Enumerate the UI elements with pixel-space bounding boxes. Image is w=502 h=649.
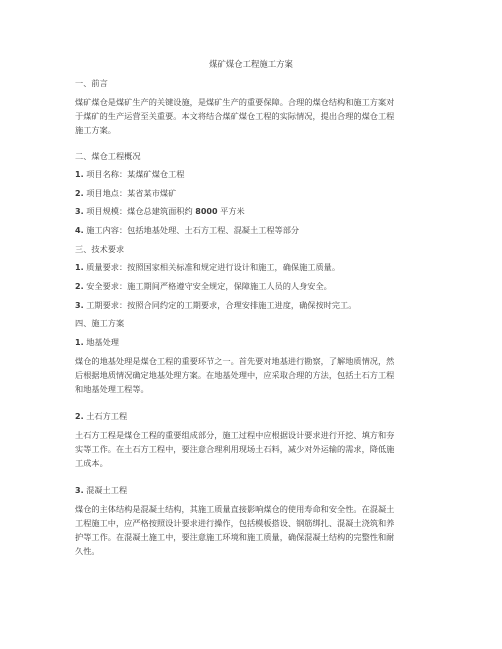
paragraph-line: 后根据地质情况确定地基处理方案。在地基处理中，应采取合理的方法，包括土石方工程 — [75, 370, 395, 380]
list-item — [75, 169, 184, 180]
list-number: 3. — [75, 301, 84, 310]
list-number: 2. — [75, 189, 84, 198]
area-value: 8000 — [195, 207, 218, 216]
paragraph-line: 工程施工中，应严格按照设计要求进行操作，包括模板搭设、钢筋绑扎、混凝土浇筑和养 — [75, 518, 395, 528]
paragraph-line: 工成本。 — [75, 458, 108, 468]
subsection-heading — [75, 411, 127, 422]
paragraph-line: 实等工作。在土石方工程中，要注意合理利用现场土石料，减少对外运输的需求，降低施 — [75, 444, 395, 454]
subsection-heading — [75, 485, 127, 496]
section-heading-plan: 四、施工方案 — [75, 318, 125, 328]
list-text: 施工内容：包括地基处理、土石方工程、混凝土工程等部分 — [83, 225, 300, 235]
document-title: 煤矿煤仓工程施工方案 — [209, 59, 293, 69]
list-item — [75, 300, 356, 311]
list-number: 2. — [75, 412, 84, 421]
subsection-title: 地基处理 — [83, 337, 119, 347]
list-text-tail: 平方米 — [217, 206, 245, 216]
list-text: 质量要求：按照国家相关标准和规定进行设计和施工，确保施工质量。 — [83, 262, 341, 272]
list-text: 安全要求：施工期间严格遵守安全规定，保障施工人员的人身安全。 — [83, 281, 332, 291]
section-heading-requirements: 三、技术要求 — [75, 244, 125, 254]
paragraph-line: 久性。 — [75, 546, 100, 556]
list-text: 项目地点：某省某市煤矿 — [83, 188, 177, 198]
subsection-title: 土石方工程 — [83, 411, 128, 421]
list-number: 4. — [75, 226, 84, 235]
paragraph-line: 和地基处理工程等。 — [75, 384, 149, 394]
paragraph-line: 施工方案。 — [75, 125, 116, 135]
paragraph-line: 煤矿煤仓是煤矿生产的关键设施，是煤矿生产的重要保障。合理的煤仓结构和施工方案对 — [75, 97, 395, 107]
list-number: 1. — [75, 170, 84, 179]
list-number: 1. — [75, 338, 84, 347]
list-item — [75, 281, 332, 292]
list-item — [75, 206, 245, 217]
list-number: 3. — [75, 207, 84, 216]
paragraph-line: 煤仓的主体结构是混凝土结构，其施工质量直接影响煤仓的使用寿命和安全性。在混凝土 — [75, 504, 395, 514]
section-heading-preface: 一、前言 — [75, 78, 108, 88]
list-text: 项目规模：煤仓总建筑面积约 — [83, 206, 196, 216]
list-number: 1. — [75, 263, 84, 272]
subsection-title: 混凝土工程 — [83, 485, 128, 495]
section-heading-overview: 二、煤仓工程概况 — [75, 151, 141, 161]
list-number: 3. — [75, 486, 84, 495]
list-item — [75, 262, 340, 273]
list-item — [75, 225, 299, 236]
list-text: 项目名称：某煤矿煤仓工程 — [83, 169, 185, 179]
list-number: 2. — [75, 282, 84, 291]
list-item — [75, 188, 176, 199]
subsection-heading — [75, 337, 119, 348]
paragraph-line: 护等工作。在混凝土施工中，要注意施工环境和施工质量，确保混凝土结构的完整性和耐 — [75, 532, 395, 542]
paragraph-line: 煤仓的地基处理是煤仓工程的重要环节之一。首先要对地基进行勘察，了解地质情况，然 — [75, 356, 395, 366]
list-text: 工期要求：按照合同约定的工期要求，合理安排施工进度，确保按时完工。 — [83, 300, 357, 310]
paragraph-line: 于煤矿的生产运营至关重要。本文将结合煤矿煤仓工程的实际情况，提出合理的煤仓工程 — [75, 111, 395, 121]
paragraph-line: 土石方工程是煤仓工程的重要组成部分，施工过程中应根据设计要求进行开挖、填方和夯 — [75, 430, 395, 440]
